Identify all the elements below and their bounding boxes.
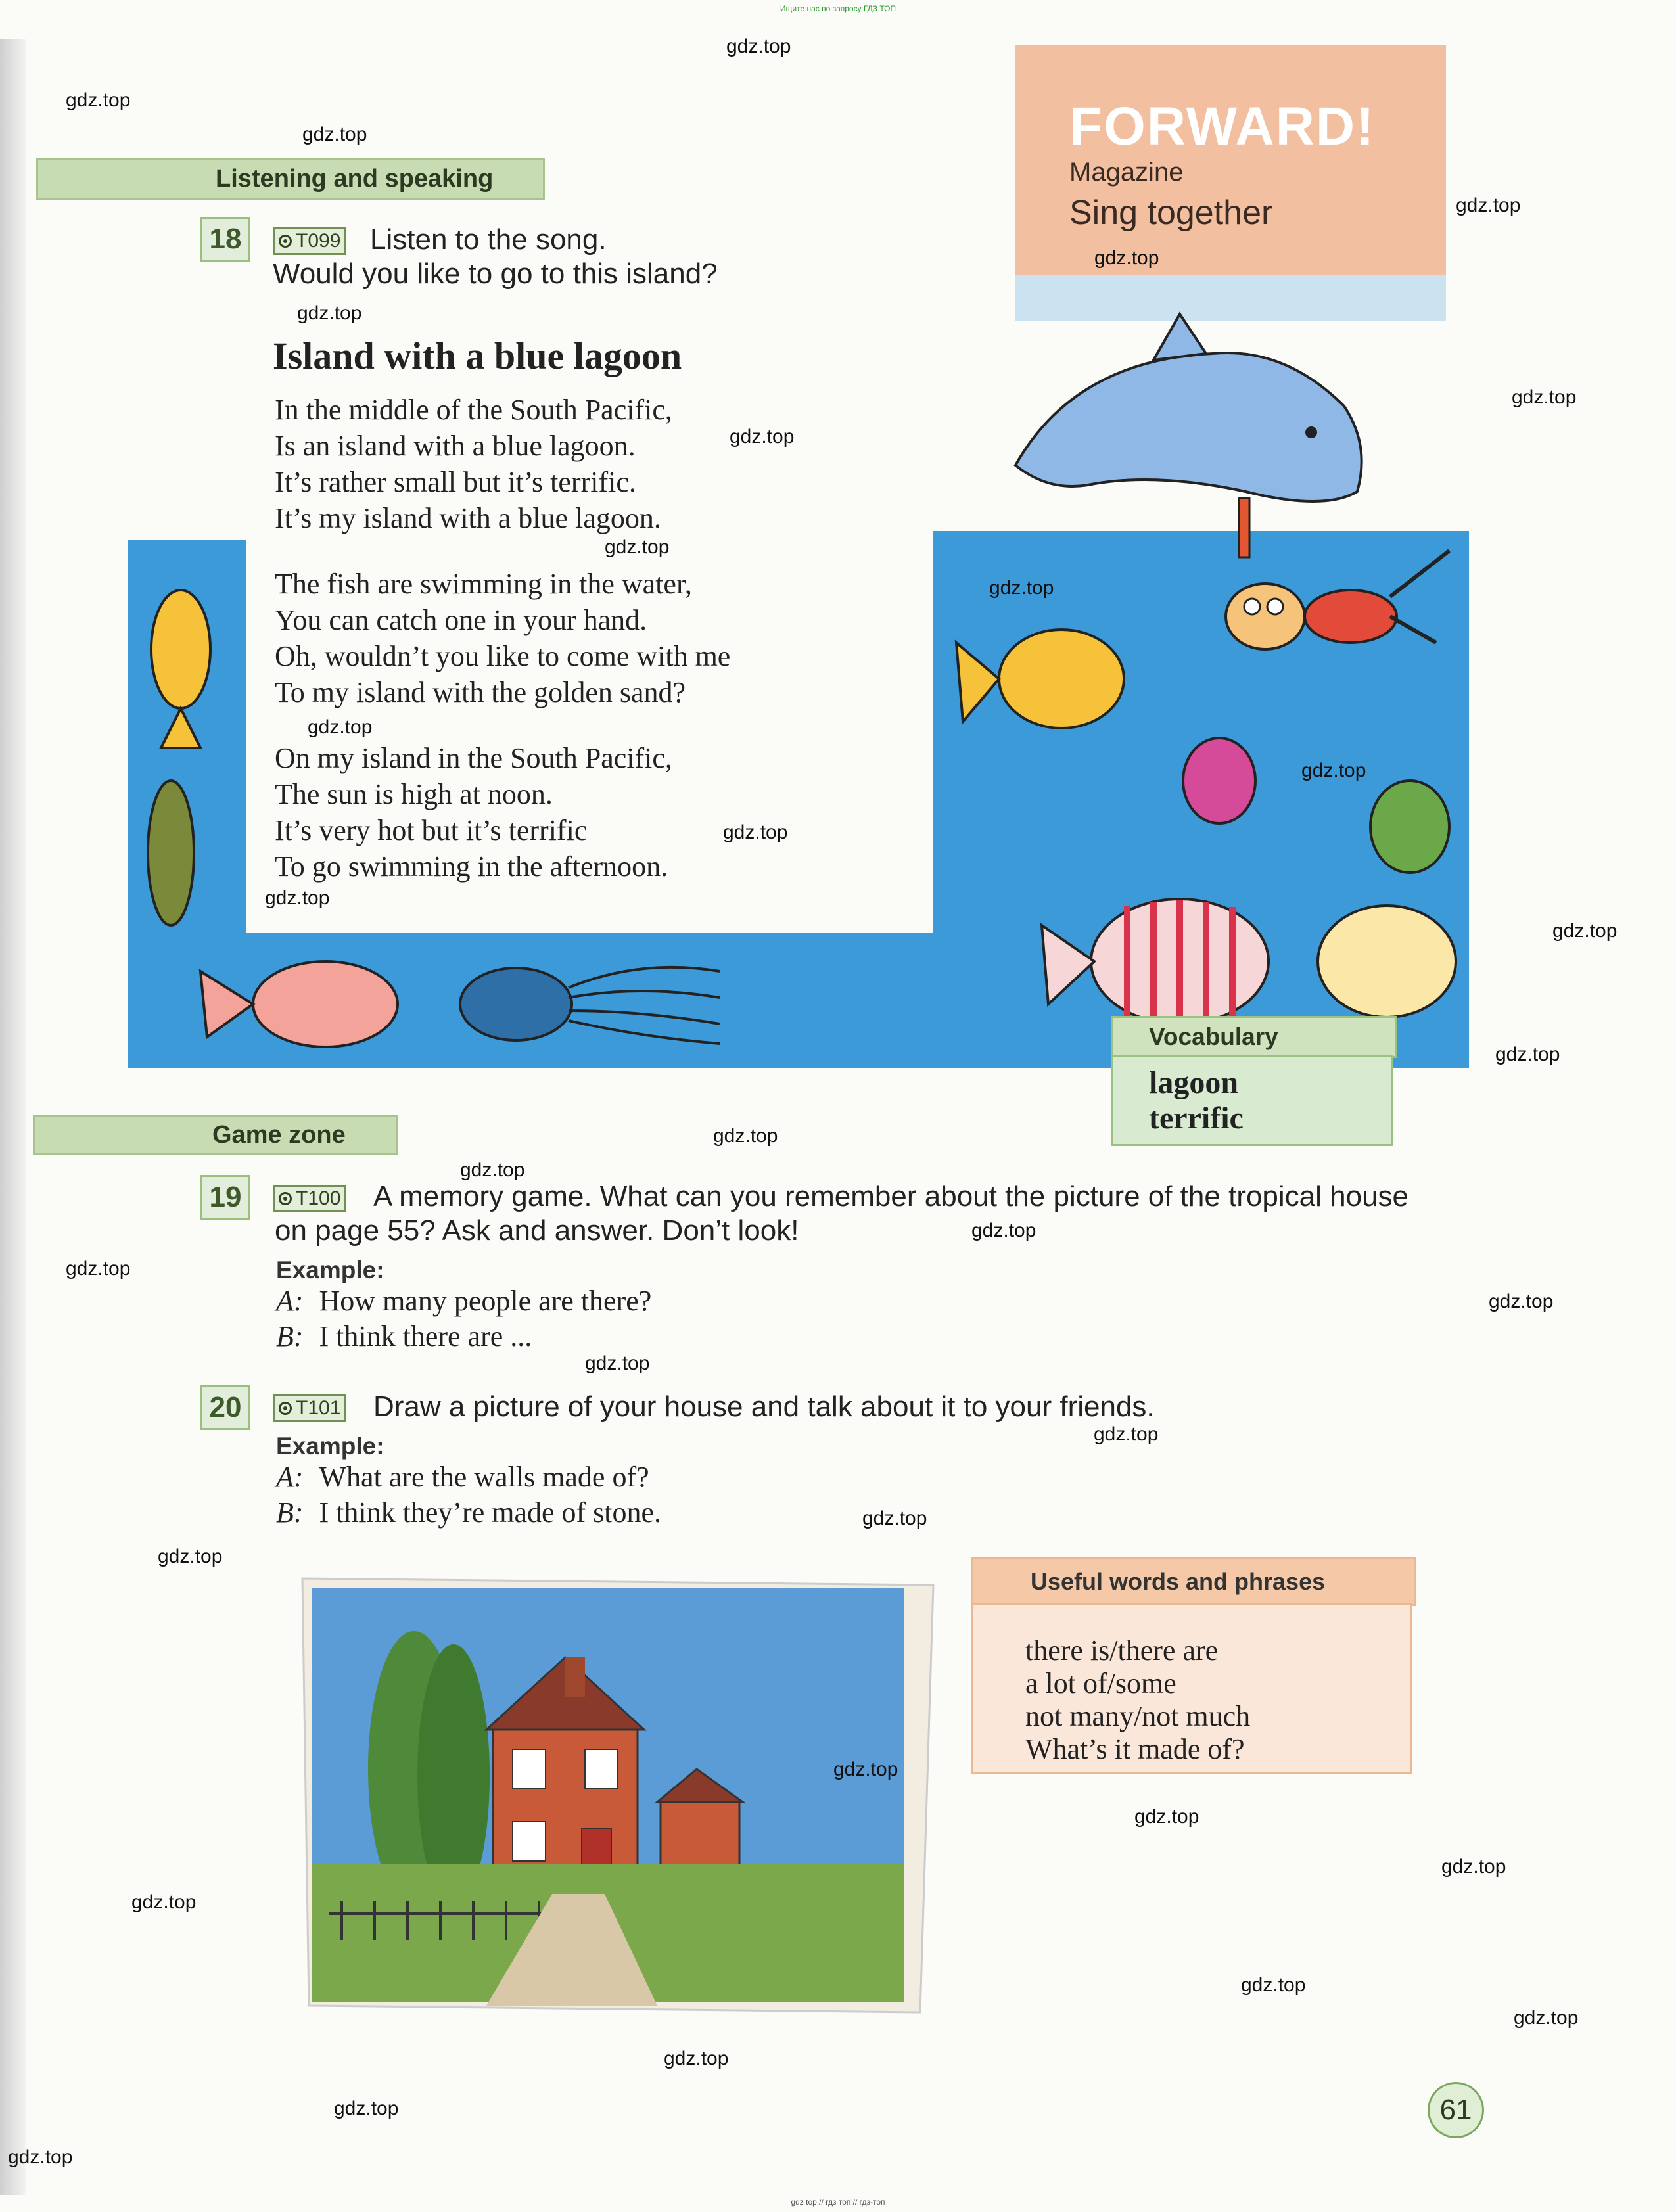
lyric-line: On my island in the South Pacific, [275, 742, 672, 774]
vocabulary-word: lagoon [1149, 1065, 1239, 1100]
useful-phrases-list [971, 1603, 1412, 1774]
green-fish-icon [148, 781, 194, 925]
watermark: gdz.top [302, 124, 367, 145]
watermark: gdz.top [833, 1759, 898, 1780]
lyric-line: It’s very hot but it’s terrific [275, 814, 588, 846]
useful-phrase: there is/there are [1025, 1634, 1219, 1667]
watermark: gdz.top [862, 1508, 927, 1529]
page-number: 61 [1428, 2082, 1484, 2138]
section-game-bar [33, 1115, 398, 1155]
lyric-line: The sun is high at noon. [275, 778, 553, 810]
song-title: Island with a blue lagoon [273, 334, 682, 377]
vocabulary-word: terrific [1149, 1101, 1244, 1136]
watermark: gdz.top [1134, 1806, 1199, 1828]
watermark: gdz.top [1094, 1423, 1159, 1445]
watermark: gdz.top [1094, 247, 1159, 269]
section-listening-bar [36, 158, 545, 200]
striped-fish-icon [1042, 899, 1269, 1024]
header-note: Ищите нас по запросу ГДЗ ТОП [780, 4, 896, 13]
watermark: gdz.top [1512, 386, 1577, 408]
section-listening-label: Listening and speaking [216, 164, 494, 193]
dialog-text: I think there are ... [319, 1320, 532, 1352]
watermark: gdz.top [158, 1546, 223, 1567]
watermark: gdz.top [723, 821, 788, 843]
watermark: gdz.top [66, 1258, 131, 1279]
lyric-line: To my island with the golden sand? [275, 676, 686, 708]
dialog-text: How many people are there? [319, 1285, 652, 1317]
watermark: gdz.top [1441, 1856, 1506, 1878]
task-19-line2: on page 55? Ask and answer. Don’t look! [275, 1214, 799, 1247]
watermark: gdz.top [713, 1125, 778, 1147]
page-binding-shadow [0, 39, 26, 2195]
dialog-text: I think they’re made of stone. [319, 1496, 662, 1529]
track-label: T099 [296, 230, 341, 252]
dialog-line-b [276, 1496, 661, 1529]
watermark: gdz.top [1514, 2007, 1579, 2029]
task-number-20: 20 [200, 1385, 250, 1430]
lyric-line: It’s rather small but it’s terrific. [275, 466, 636, 498]
audio-track-button[interactable] [273, 1394, 346, 1422]
dialog-text: What are the walls made of? [319, 1461, 649, 1493]
watermark: gdz.top [265, 887, 330, 909]
lyric-line: To go swimming in the afternoon. [275, 850, 668, 883]
magazine-title: FORWARD! [1069, 97, 1376, 156]
watermark: gdz.top [1456, 195, 1521, 216]
audio-track-button[interactable] [273, 227, 346, 255]
watermark: gdz.top [1495, 1044, 1560, 1065]
speaker-b: B: [276, 1496, 304, 1529]
speaker-b: B: [276, 1320, 304, 1352]
dolphin-icon [1015, 314, 1362, 501]
watermark: gdz.top [726, 35, 791, 57]
example-label: Example: [276, 1433, 384, 1460]
watermark: gdz.top [460, 1159, 525, 1181]
snorkel-diver-icon [1226, 498, 1449, 649]
puffer-fish-icon [1318, 906, 1456, 1017]
task-18-line1: Listen to the song. [370, 223, 607, 256]
watermark: gdz.top [1552, 920, 1618, 942]
useful-phrase: not many/not much [1025, 1700, 1251, 1732]
octopus-icon [460, 967, 720, 1044]
lyric-line: It’s my island with a blue lagoon. [275, 502, 661, 534]
spotted-fish-icon [956, 630, 1124, 728]
watermark: gdz.top [297, 302, 362, 324]
watermark: gdz.top [1241, 1974, 1306, 1996]
task-number-18: 18 [200, 217, 250, 262]
dialog-line-a [276, 1284, 651, 1318]
footer-note: gdz top // гдз топ // гдз-топ [791, 2198, 885, 2207]
task-18-line2: Would you like to go to this island? [273, 258, 718, 290]
song-lyrics [275, 392, 730, 885]
watermark: gdz.top [1489, 1291, 1554, 1312]
watermark: gdz.top [131, 1891, 197, 1913]
watermark: gdz.top [66, 89, 131, 111]
watermark: gdz.top [730, 426, 795, 448]
watermark: gdz.top [8, 2146, 73, 2168]
speaker-a: A: [276, 1461, 304, 1493]
green-round-fish-icon [1370, 781, 1449, 873]
audio-track-button[interactable] [273, 1185, 346, 1212]
house-drawing [289, 1572, 940, 2019]
vocabulary-list [1111, 1055, 1393, 1146]
useful-phrases-heading [971, 1557, 1416, 1606]
watermark: gdz.top [989, 577, 1054, 599]
section-game-label: Game zone [212, 1120, 346, 1149]
watermark: gdz.top [585, 1352, 650, 1374]
magenta-fish-icon [1183, 738, 1255, 823]
magazine-banner [1015, 45, 1446, 275]
dialog-line-b [276, 1320, 532, 1353]
track-label: T101 [296, 1397, 341, 1419]
lyric-line: In the middle of the South Pacific, [275, 394, 672, 426]
lyric-line: Is an island with a blue lagoon. [275, 430, 636, 462]
cd-icon [279, 235, 292, 248]
dialog-line-a [276, 1460, 649, 1494]
watermark: gdz.top [605, 536, 670, 558]
watermark: gdz.top [664, 2048, 729, 2069]
watermark: gdz.top [971, 1220, 1036, 1241]
task-19-line1: A memory game. What can you remember about the picture of the tropical house [373, 1180, 1409, 1212]
vocabulary-heading-label: Vocabulary [1149, 1023, 1278, 1050]
magazine-section: Sing together [1069, 194, 1273, 232]
example-label: Example: [276, 1256, 384, 1283]
task-20-line1: Draw a picture of your house and talk about it to your friends. [373, 1391, 1155, 1423]
lyric-line: Oh, wouldn’t you like to come with me [275, 640, 731, 672]
watermark: gdz.top [334, 2098, 399, 2119]
magazine-subtitle: Magazine [1069, 158, 1184, 187]
lyric-line: You can catch one in your hand. [275, 604, 647, 636]
pink-fish-icon [200, 961, 398, 1047]
speaker-a: A: [276, 1285, 304, 1317]
vocabulary-heading [1111, 1016, 1397, 1058]
watermark: gdz.top [308, 716, 373, 738]
useful-phrase: a lot of/some [1025, 1667, 1176, 1699]
task-number-19: 19 [200, 1175, 250, 1220]
watermark: gdz.top [1301, 760, 1366, 781]
useful-phrase: What’s it made of? [1025, 1733, 1245, 1765]
lyric-line: The fish are swimming in the water, [275, 568, 692, 600]
yellow-fish-icon [151, 590, 210, 748]
useful-phrases-heading-label: Useful words and phrases [1031, 1568, 1326, 1595]
cd-icon [279, 1192, 292, 1205]
track-label: T100 [296, 1187, 341, 1209]
cd-icon [279, 1402, 292, 1415]
